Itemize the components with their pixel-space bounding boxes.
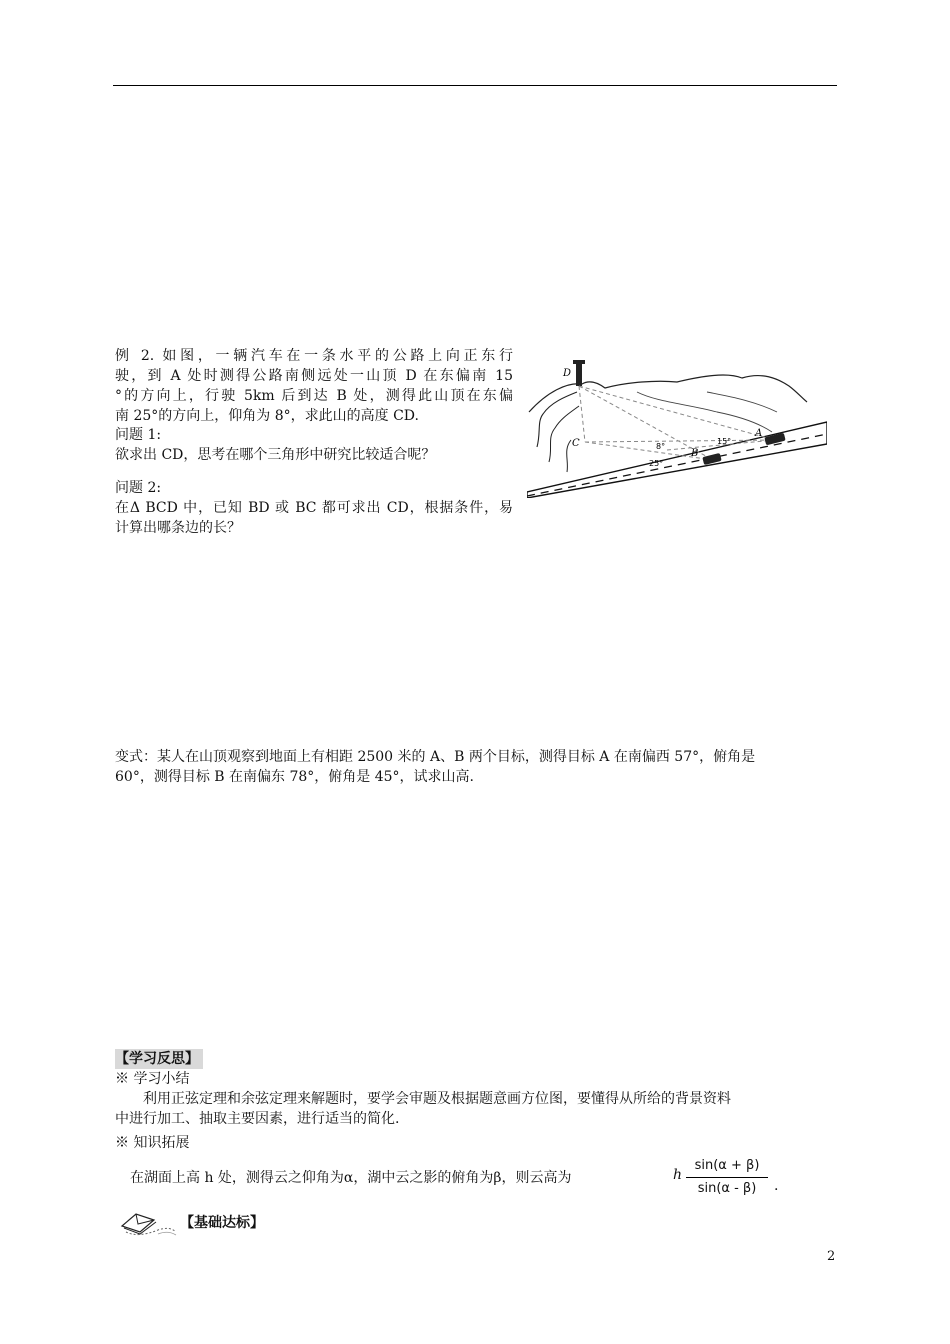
- formula-h: h: [673, 1167, 683, 1183]
- question-1: [115, 425, 513, 465]
- formula-period: .: [774, 1178, 779, 1194]
- formula-numerator: sin(α + β): [694, 1158, 760, 1173]
- header-rule: [113, 85, 837, 86]
- formula-denominator: sin(α - β): [697, 1181, 757, 1196]
- example-2-text: [115, 346, 513, 426]
- learning-reflection: [115, 1049, 840, 1129]
- basic-section-header: [118, 1208, 318, 1236]
- variant-line-1: 变式：某人在山顶观察到地面上有相距 2500 米的 A、B 两个目标，测得目标 A 在南偏西 57°，俯角是: [115, 749, 756, 765]
- question-1-text: 欲求出 CD，思考在哪个三角形中研究比较适合呢？: [115, 447, 436, 463]
- variant-line-2: 60°，测得目标 B 在南偏东 78°，俯角是 45°，试求山高.: [115, 769, 474, 785]
- angle-25-label: 25°: [649, 459, 664, 468]
- label-d: D: [563, 368, 572, 379]
- extension-text: 在湖面上高 h 处，测得云之仰角为α，湖中云之影的俯角为β，则云高为: [130, 1170, 572, 1186]
- mountain-road-figure: [527, 352, 827, 498]
- fraction-bar: [686, 1177, 768, 1178]
- question-2-line-2: 计算出哪条边的长？: [115, 520, 241, 536]
- basic-heading: 【基础达标】: [180, 1215, 264, 1231]
- label-c: C: [572, 438, 580, 449]
- question-2-line-1: 在Δ BCD 中，已知 BD 或 BC 都可求出 CD，根据条件，易: [115, 500, 513, 516]
- question-2-title: 问题 2:: [115, 480, 162, 496]
- extension: [115, 1133, 840, 1153]
- variant-problem: [115, 747, 840, 787]
- label-b: B: [691, 448, 699, 459]
- summary-line-2: 中进行加工、抽取主要因素，进行适当的简化.: [115, 1111, 400, 1127]
- extension-title: ※ 知识拓展: [115, 1135, 190, 1151]
- cloud-height-formula: [130, 1156, 830, 1200]
- formula-fraction: [682, 1156, 772, 1199]
- question-2: [115, 478, 513, 538]
- example-2-line-2: 驶，到 A 处时测得公路南侧远处一山顶 D 在东偏南 15: [115, 368, 513, 384]
- question-1-title: 问题 1:: [115, 427, 162, 443]
- example-2-line-4: 南 25°的方向上，仰角为 8°，求此山的高度 CD.: [115, 408, 419, 424]
- summary-line-1: 利用正弦定理和余弦定理来解题时，要学会审题及根据题意画方位图，要懂得从所给的背景资料: [143, 1091, 731, 1107]
- reflection-heading: 【学习反思】: [115, 1049, 203, 1069]
- angle-8-label: 8°: [656, 442, 666, 451]
- book-icon: [118, 1208, 178, 1236]
- label-a: A: [755, 428, 763, 439]
- summary-title: ※ 学习小结: [115, 1071, 190, 1087]
- example-2-line-1: 例 2. 如图，一辆汽车在一条水平的公路上向正东行: [115, 348, 513, 364]
- example-2-line-3: °的方向上，行驶 5km 后到达 B 处，测得此山顶在东偏: [115, 388, 513, 404]
- angle-15-label: 15°: [717, 437, 732, 446]
- page-number: 2: [827, 1249, 836, 1264]
